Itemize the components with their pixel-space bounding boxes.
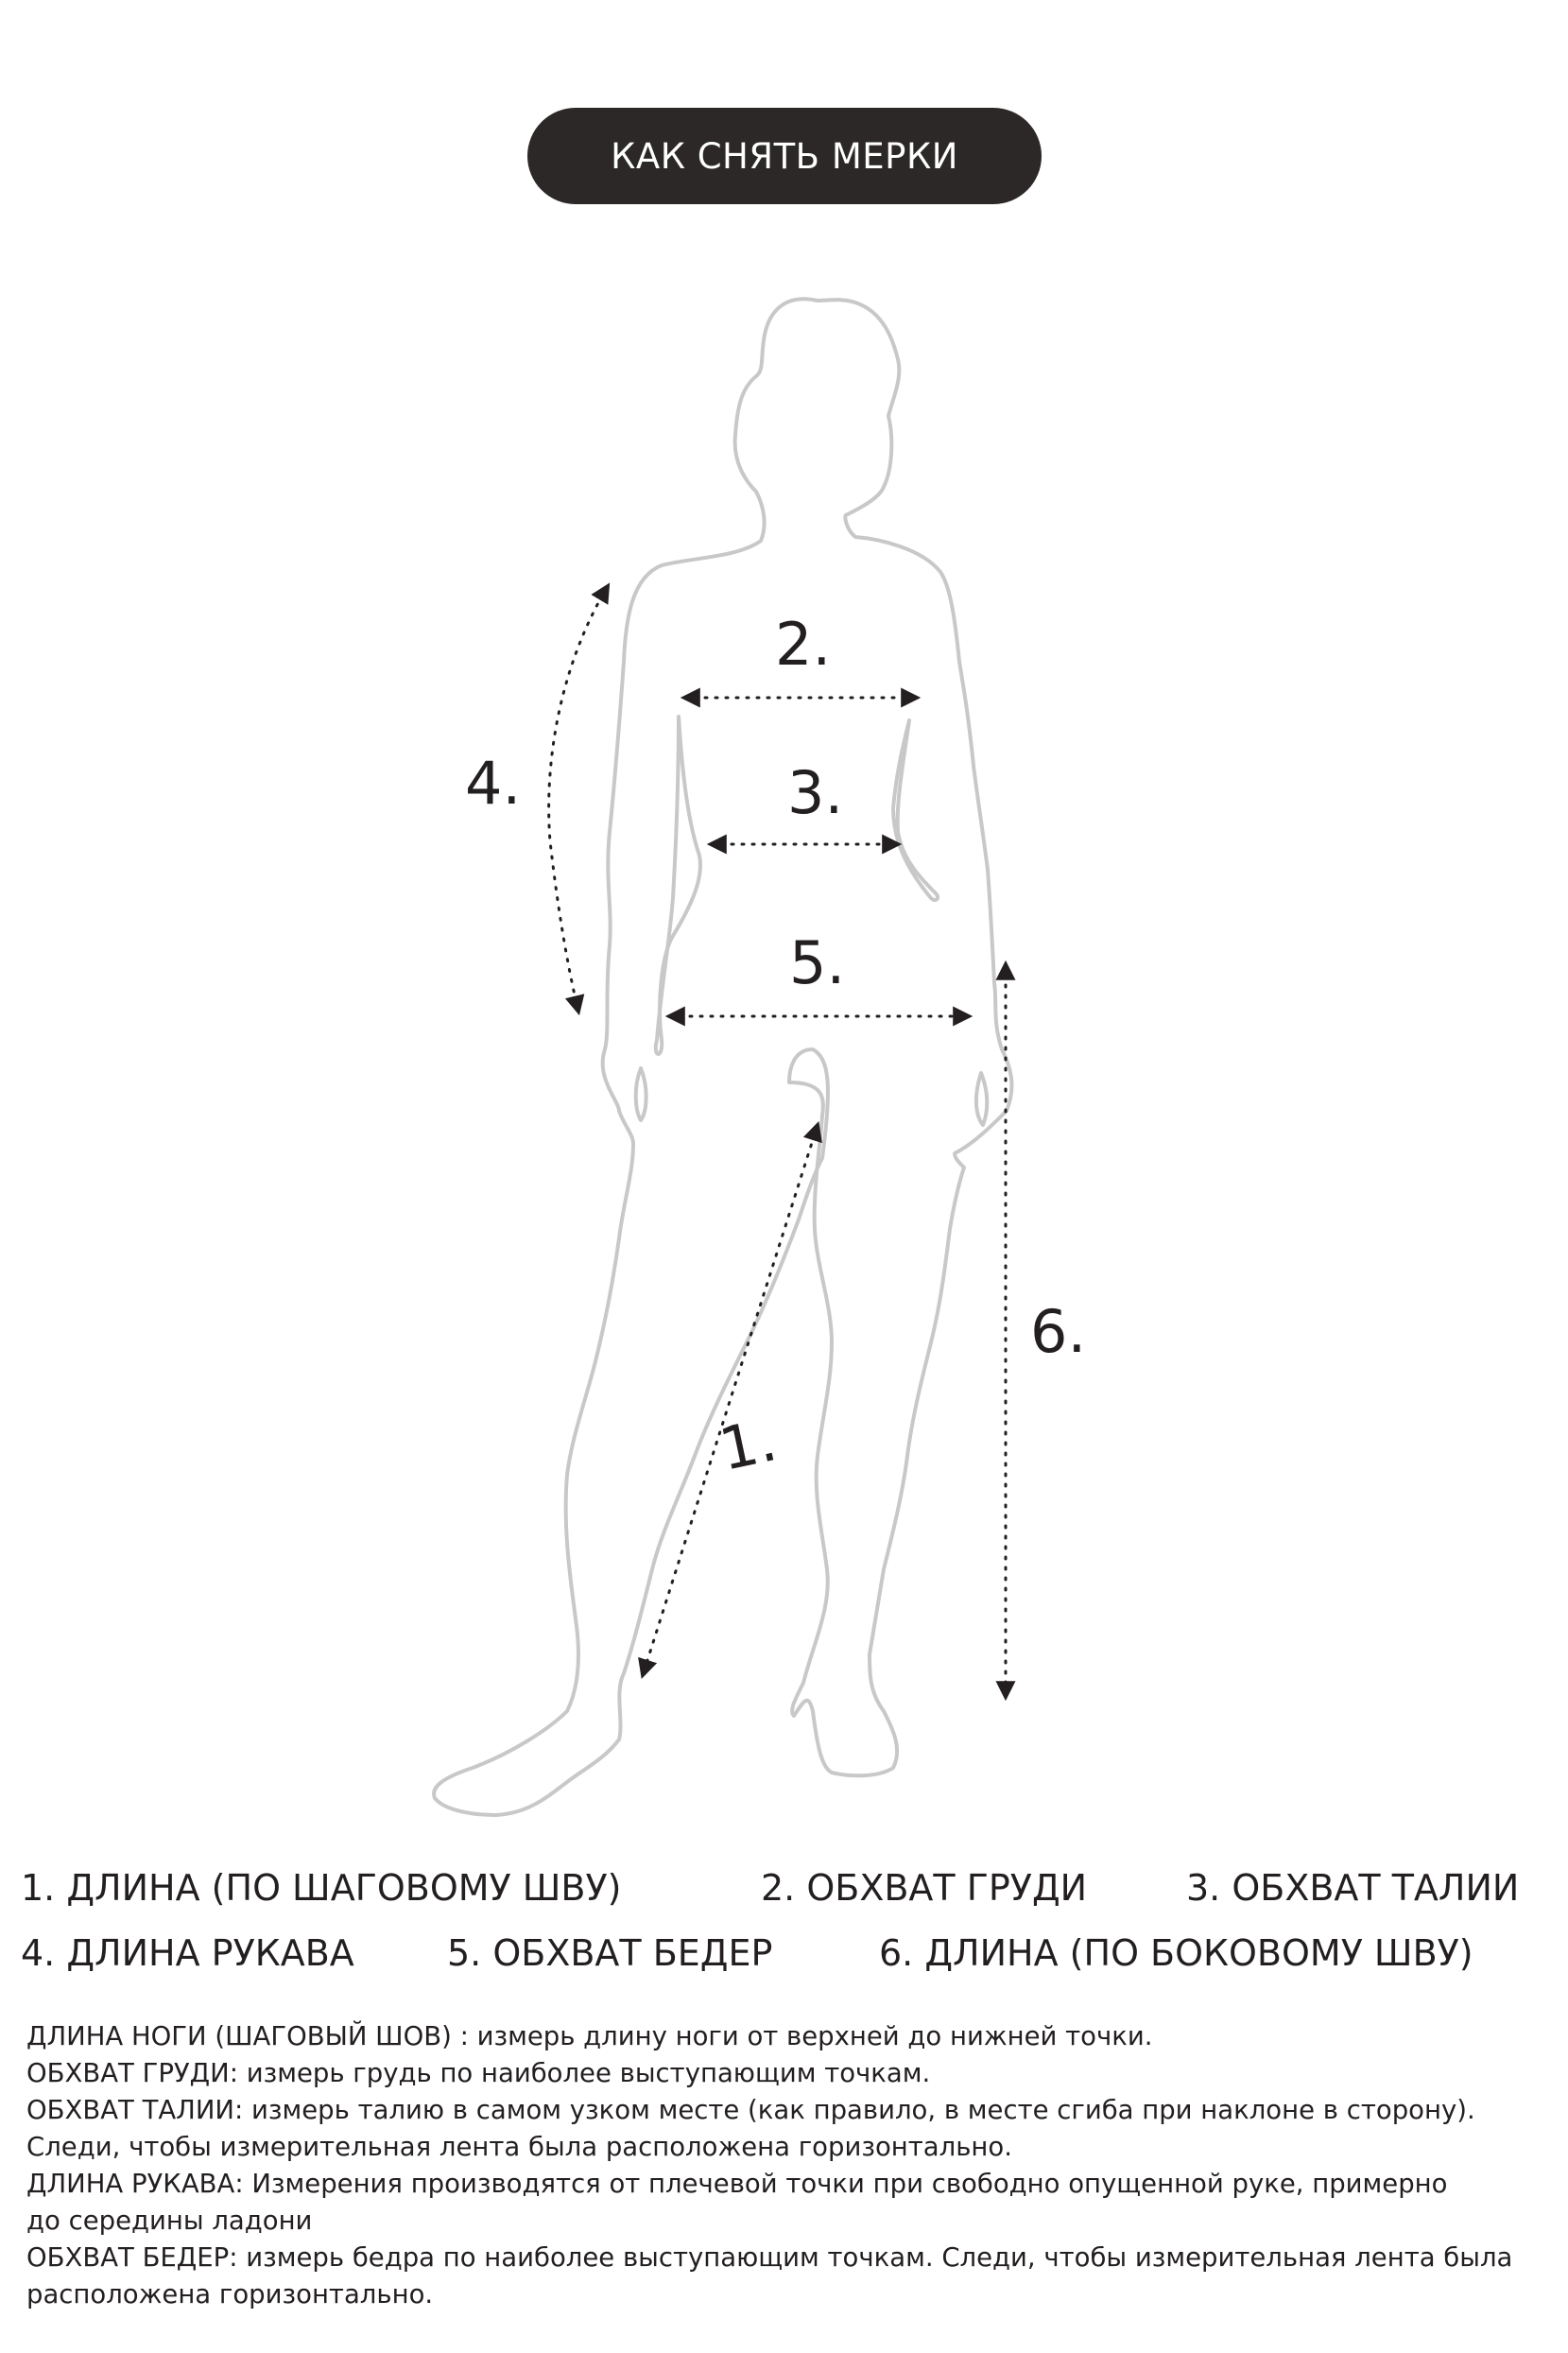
legend-item-sleeve: 4. ДЛИНА РУКАВА [21,1932,354,1974]
label-6: 6. [1030,1297,1087,1366]
instruction-line: ОБХВАТ БЕДЕР: измерь бедра по наиболее выступающим точкам. Следи, чтобы измерительная лента была [26,2242,1513,2273]
legend-item-inseam: 1. ДЛИНА (ПО ШАГОВОМУ ШВУ) [21,1867,622,1909]
left-hand-outline [636,1068,646,1120]
legend-item-waist: 3. ОБХВАТ ТАЛИИ [1186,1867,1520,1909]
left-arm-gap-outline [656,717,700,1054]
page-title: КАК СНЯТЬ МЕРКИ [611,135,958,177]
label-4: 4. [465,749,522,818]
instruction-line: ОБХВАТ ГРУДИ: измерь грудь по наиболее выступающим точкам. [26,2058,931,2088]
inseam-arrow [643,1125,818,1675]
label-3: 3. [787,758,844,827]
instruction-line: ДЛИНА РУКАВА: Измерения производятся от плечевой точки при свободно опущенной руке, примерно [26,2169,1448,2199]
legend-item-chest: 2. ОБХВАТ ГРУДИ [761,1867,1088,1909]
head-and-torso-outline [434,299,1011,1815]
right-arm-gap-outline [893,720,938,900]
instruction-line: ДЛИНА НОГИ (ШАГОВЫЙ ШОВ) : измерь длину ноги от верхней до нижней точки. [26,2021,1153,2051]
instruction-line: ОБХВАТ ТАЛИИ: измерь талию в самом узком месте (как правило, в месте сгиба при наклоне в сторону). [26,2095,1475,2125]
instruction-line: Следи, чтобы измерительная лента была расположена горизонтально. [26,2132,1012,2162]
legend-item-hip: 5. ОБХВАТ БЕДЕР [447,1932,773,1974]
sleeve-arrow [549,586,608,1012]
instruction-line: до середины ладони [26,2206,313,2236]
right-hand-outline [976,1073,987,1125]
label-1: 1. [713,1405,783,1484]
label-5: 5. [789,928,846,997]
label-2: 2. [775,610,832,679]
body-silhouette [434,299,1011,1815]
measurement-instructions [26,2018,1548,2313]
legend-row-2 [0,1932,1568,1985]
legend-row-1 [0,1867,1568,1920]
measurement-labels [465,610,1086,1484]
legend-item-outseam: 6. ДЛИНА (ПО БОКОВОМУ ШВУ) [879,1932,1473,1974]
instruction-line: расположена горизонтально. [26,2279,434,2310]
